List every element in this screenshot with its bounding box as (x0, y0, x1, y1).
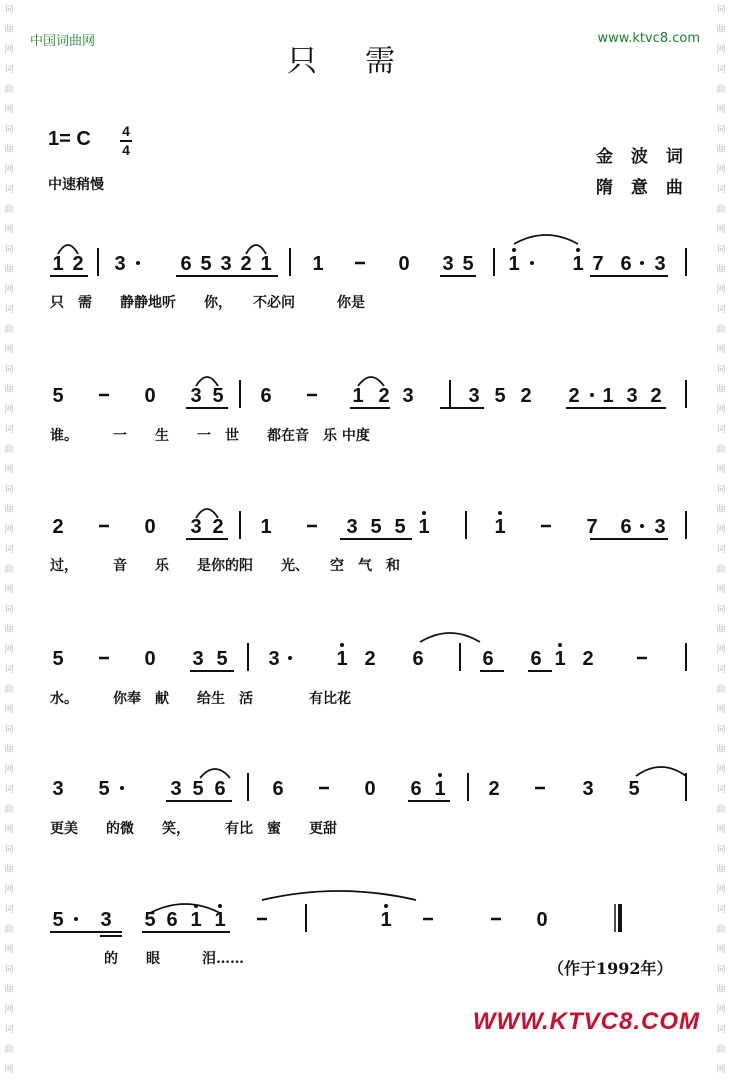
watermark-left: 词 曲 网 词 曲 网 词 曲 网 词 曲 网 词 曲 网 词 曲 网 词 曲 网 词 曲 网 词 曲 网 词 曲 网 词 曲 网 词 曲 网 词 曲 网 词 曲 网 词 曲 网 词 曲 网 词 曲 网 词 曲 网 (4, 5, 14, 1075)
svg-text:5: 5 (200, 253, 212, 275)
svg-text:5: 5 (494, 385, 506, 407)
lyric-line-6: 的 眼 泪…… (104, 951, 244, 967)
svg-text:2: 2 (520, 385, 532, 407)
svg-text:6: 6 (214, 778, 226, 800)
key-signature: 1= C (48, 128, 91, 150)
site-url-link[interactable]: www.ktvc8.com (597, 31, 700, 46)
svg-text:5: 5 (370, 516, 382, 538)
svg-text:3: 3 (190, 385, 202, 407)
svg-text:6: 6 (620, 516, 632, 538)
lyric-line-4: 水。 你奉 献 给生 活 有比花 (50, 691, 351, 707)
tempo-marking: 中速稍慢 (48, 177, 104, 193)
svg-text:3: 3 (52, 778, 64, 800)
svg-text:3: 3 (170, 778, 182, 800)
svg-text:5: 5 (216, 648, 228, 670)
svg-text:1: 1 (380, 909, 392, 931)
svg-text:1: 1 (260, 253, 272, 275)
svg-text:3: 3 (582, 778, 594, 800)
lyric-line-1: 只 需 静静地听 你， 不必问 你是 (50, 295, 365, 311)
lyric-line-2: 谁。 一 生 一 世 都在音 乐 中度 (50, 428, 370, 444)
svg-text:6: 6 (272, 778, 284, 800)
svg-text:2: 2 (52, 516, 64, 538)
svg-text:6: 6 (482, 648, 494, 670)
svg-text:0: 0 (398, 253, 410, 275)
svg-text:1: 1 (418, 516, 430, 538)
svg-text:1: 1 (260, 516, 272, 538)
svg-text:5: 5 (628, 778, 640, 800)
svg-text:3: 3 (626, 385, 638, 407)
svg-text:1: 1 (190, 909, 202, 931)
lyric-line-5: 更美 的微 笑， 有比 蜜 更甜 (50, 821, 337, 837)
svg-text:3: 3 (190, 516, 202, 538)
svg-text:2: 2 (582, 648, 594, 670)
svg-text:0: 0 (144, 385, 156, 407)
svg-text:7: 7 (586, 516, 598, 538)
svg-text:3: 3 (220, 253, 232, 275)
watermark-right: 词 曲 网 词 曲 网 词 曲 网 词 曲 网 词 曲 网 词 曲 网 词 曲 网 词 曲 网 词 曲 网 词 曲 网 词 曲 网 词 曲 网 词 曲 网 词 曲 网 词 曲 网 词 曲 网 词 曲 网 词 曲 网 (716, 5, 726, 1075)
svg-text:5: 5 (394, 516, 406, 538)
svg-text:2: 2 (378, 385, 390, 407)
svg-text:2: 2 (364, 648, 376, 670)
svg-text:3: 3 (100, 909, 112, 931)
svg-text:0: 0 (364, 778, 376, 800)
svg-text:0: 0 (144, 516, 156, 538)
svg-text:3: 3 (468, 385, 480, 407)
svg-text:6: 6 (412, 648, 424, 670)
meter-bottom: 4 (122, 142, 130, 158)
svg-text:5: 5 (52, 909, 64, 931)
svg-text:1: 1 (494, 516, 506, 538)
svg-text:1: 1 (508, 253, 520, 275)
site-name-link[interactable]: 中国词曲网 (30, 34, 96, 49)
lyricist-credit: 金 波 词 (596, 147, 689, 167)
meter-top: 4 (122, 123, 130, 139)
svg-text:5: 5 (52, 385, 64, 407)
svg-text:1: 1 (572, 253, 584, 275)
svg-text:3: 3 (654, 516, 666, 538)
brand-logo: WWW.KTVC8.COM (472, 1008, 700, 1035)
svg-text:2: 2 (650, 385, 662, 407)
svg-text:0: 0 (144, 648, 156, 670)
svg-text:3: 3 (402, 385, 414, 407)
svg-text:5: 5 (52, 648, 64, 670)
svg-text:1: 1 (434, 778, 446, 800)
composer-credit: 隋 意 曲 (596, 178, 689, 198)
svg-text:1: 1 (52, 253, 64, 275)
song-title: 只需 (287, 44, 443, 79)
svg-text:2: 2 (568, 385, 580, 407)
svg-text:6: 6 (620, 253, 632, 275)
svg-text:6: 6 (260, 385, 272, 407)
svg-text:3: 3 (654, 253, 666, 275)
svg-text:1: 1 (352, 385, 364, 407)
composition-date: （作于1992年） (548, 959, 673, 978)
svg-text:1: 1 (214, 909, 226, 931)
svg-text:5: 5 (462, 253, 474, 275)
svg-text:2: 2 (212, 516, 224, 538)
svg-text:3: 3 (268, 648, 280, 670)
svg-text:6: 6 (530, 648, 542, 670)
svg-text:1: 1 (336, 648, 348, 670)
svg-text:6: 6 (410, 778, 422, 800)
svg-text:3: 3 (346, 516, 358, 538)
lyric-line-3: 过， 音 乐 是你的阳 光、 空 气 和 (50, 558, 400, 574)
svg-text:0: 0 (536, 909, 548, 931)
svg-text:3: 3 (114, 253, 126, 275)
svg-text:5: 5 (212, 385, 224, 407)
svg-text:1: 1 (554, 648, 566, 670)
svg-text:1: 1 (312, 253, 324, 275)
svg-text:2: 2 (72, 253, 84, 275)
svg-text:2: 2 (488, 778, 500, 800)
svg-text:5: 5 (144, 909, 156, 931)
svg-text:3: 3 (192, 648, 204, 670)
svg-text:2: 2 (240, 253, 252, 275)
svg-text:5: 5 (192, 778, 204, 800)
svg-text:5: 5 (98, 778, 110, 800)
svg-text:6: 6 (180, 253, 192, 275)
svg-text:3: 3 (442, 253, 454, 275)
svg-text:7: 7 (592, 253, 604, 275)
svg-text:6: 6 (166, 909, 178, 931)
svg-text:1: 1 (602, 385, 614, 407)
